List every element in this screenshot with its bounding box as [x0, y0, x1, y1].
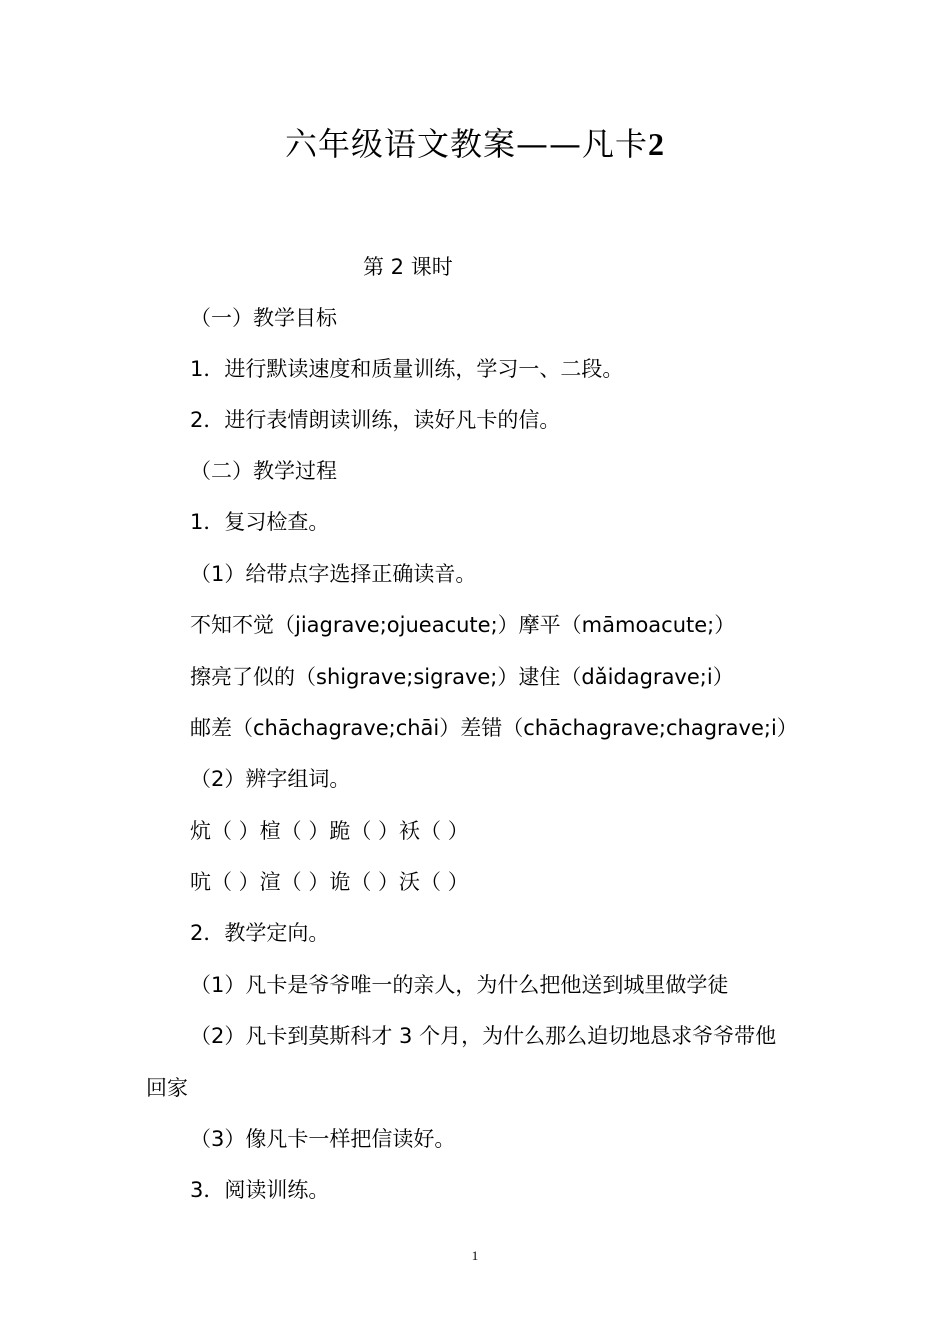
pronunciation-line-2: 擦亮了似的（shigrave;sigrave;）逮住（dǎidagrave;i） — [190, 665, 734, 689]
question-1: （1）凡卡是爷爷唯一的亲人，为什么把他送到城里做学徒 — [190, 973, 729, 997]
sub-item-pronunciation: （1）给带点字选择正确读音。 — [190, 562, 477, 586]
word-building-line-1: 炕（ ）楦（ ）跪（ ）袄（ ） — [190, 819, 469, 843]
question-2-continuation: 回家 — [146, 1076, 188, 1100]
pronunciation-line-3: 邮差（chāchagrave;chāi）差错（chāchagrave;chagrave;i） — [190, 716, 798, 740]
title-text: 六年级语文教案——凡卡 — [284, 125, 648, 163]
process-step-2: 2．教学定向。 — [190, 921, 330, 945]
page-title — [0, 122, 950, 166]
page-number: 1 — [471, 1248, 479, 1263]
process-step-1: 1．复习检查。 — [190, 510, 330, 534]
title-number: 2 — [648, 126, 665, 162]
word-building-line-2: 吭（ ）渲（ ）诡（ ）沃（ ） — [190, 870, 469, 894]
lesson-heading: 第 2 课时 — [363, 255, 453, 279]
section-heading-process: （二）教学过程 — [190, 459, 337, 483]
objective-item-2: 2．进行表情朗读训练，读好凡卡的信。 — [190, 408, 561, 432]
section-heading-objectives: （一）教学目标 — [190, 306, 337, 330]
question-3: （3）像凡卡一样把信读好。 — [190, 1127, 456, 1151]
sub-item-word-building: （2）辨字组词。 — [190, 767, 351, 791]
pronunciation-line-1: 不知不觉（jiagrave;ojueacute;）摩平（māmoacute;） — [190, 613, 736, 637]
process-step-3: 3．阅读训练。 — [190, 1178, 330, 1202]
question-2: （2）凡卡到莫斯科才 3 个月，为什么那么迫切地恳求爷爷带他 — [190, 1024, 777, 1048]
objective-item-1: 1．进行默读速度和质量训练，学习一、二段。 — [190, 357, 624, 381]
